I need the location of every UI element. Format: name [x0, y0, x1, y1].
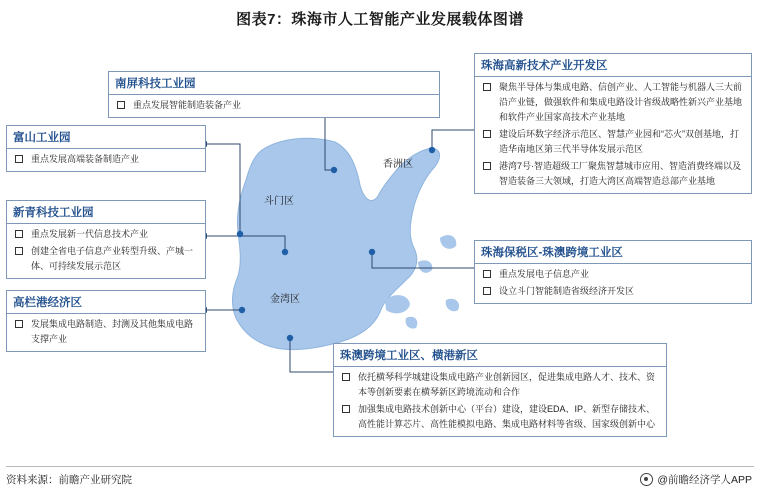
- bullet-icon: [483, 130, 491, 138]
- dot-fushan: [237, 231, 243, 237]
- dot-gaolan: [239, 307, 245, 313]
- dot-hengqin: [287, 335, 293, 341]
- bullet-icon: [15, 247, 23, 255]
- park-name: 高栏港经济区: [7, 291, 205, 314]
- park-name: 珠海保税区-珠澳跨境工业区: [475, 241, 751, 264]
- park-card-gaolan: [6, 290, 206, 352]
- brand-text: @前瞻经济学人APP: [657, 474, 752, 486]
- qianzhan-logo-icon: [640, 473, 653, 486]
- source-note: 资料来源：前瞻产业研究院: [6, 474, 132, 486]
- park-item: 港湾7号·智造超级工厂聚焦智慧城市应用、智造消费终端以及智造装备三大领域，打造大湾区高端智造总部产业基地: [481, 159, 745, 189]
- island: [446, 299, 459, 312]
- park-item: 加强集成电路技术创新中心（平台）建设，建设EDA、IP、新型存储技术、高性能计算芯片、高性能模拟电路、集成电路材料等省级、国家级创新中心: [340, 402, 660, 432]
- park-item: 聚焦半导体与集成电路、信创产业、人工智能与机器人三大前沿产业链，做强软件和集成电路设计省级战略性新兴产业基地和软件产业国家高技术产业基地: [481, 80, 745, 125]
- park-item: 重点发展高端装备制造产业: [13, 152, 199, 167]
- bullet-icon: [15, 230, 23, 238]
- park-item: 创建全省电子信息产业转型升级、产城一体、可持续发展示范区: [13, 244, 199, 274]
- park-item: 依托横琴科学城建设集成电路产业创新园区，促进集成电路人才、技术、资本等创新要素在横琴新区跨境流动和合作: [340, 370, 660, 400]
- park-name: 珠海高新技术产业开发区: [475, 54, 751, 77]
- dot-baoshui: [369, 249, 375, 255]
- island: [440, 235, 456, 249]
- park-card-baoshui: [474, 240, 752, 304]
- park-item: 重点发展电子信息产业: [481, 267, 745, 282]
- park-card-xinqing: [6, 200, 206, 279]
- dot-nanping: [331, 167, 337, 173]
- leader-gaoxin: [432, 130, 474, 148]
- bullet-icon: [342, 405, 350, 413]
- island: [418, 260, 432, 272]
- district-doumen: 斗门区: [264, 196, 294, 207]
- bullet-icon: [483, 162, 491, 170]
- park-name: 珠澳跨境工业区、横港新区: [334, 344, 666, 367]
- brand-credit: [640, 472, 752, 487]
- bullet-icon: [15, 320, 23, 328]
- page-title: 图表7：珠海市人工智能产业发展载体图谱: [236, 11, 524, 28]
- park-card-nanping: [108, 71, 440, 118]
- bullet-icon: [15, 155, 23, 163]
- park-card-gaoxin: [474, 53, 752, 194]
- dot-xinqing: [282, 249, 288, 255]
- bullet-icon: [483, 287, 491, 295]
- park-item: 建设后环数字经济示范区、智慧产业园和“芯火”双创基地，打造华南地区第三代半导体发展示范区: [481, 127, 745, 157]
- district-xiangzhou: 香洲区: [383, 159, 413, 170]
- bullet-icon: [483, 270, 491, 278]
- park-name: 富山工业园: [7, 126, 205, 149]
- leader-fushan: [207, 144, 240, 232]
- bullet-icon: [117, 101, 125, 109]
- footer-divider: [6, 466, 754, 467]
- park-name: 新青科技工业园: [7, 201, 205, 224]
- park-item: 重点发展智能制造装备产业: [115, 98, 433, 113]
- island: [385, 295, 410, 313]
- bullet-icon: [483, 83, 491, 91]
- dot-gaoxin: [429, 147, 435, 153]
- district-jinwan: 金湾区: [270, 294, 300, 305]
- park-item: 设立斗门智能制造省级经济开发区: [481, 284, 745, 299]
- bullet-icon: [342, 373, 350, 381]
- island: [406, 317, 418, 329]
- park-item: 发展集成电路制造、封测及其他集成电路支撑产业: [13, 317, 199, 347]
- park-card-fushan: [6, 125, 206, 172]
- park-card-hengqin: [333, 343, 667, 437]
- park-item: 重点发展新一代信息技术产业: [13, 227, 199, 242]
- park-name: 南屏科技工业园: [109, 72, 439, 95]
